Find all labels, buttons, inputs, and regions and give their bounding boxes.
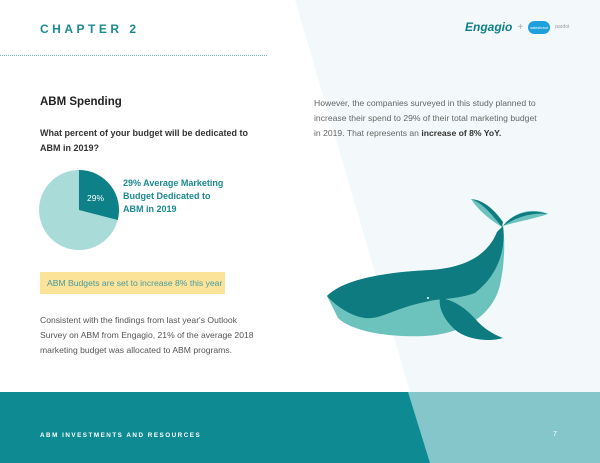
pardot-logo: pardot — [555, 24, 570, 30]
survey-question: What percent of your budget will be dedicated to ABM in 2019? — [40, 128, 249, 153]
logo — [465, 20, 569, 34]
right-text-bold: increase of 8% YoY. — [421, 128, 502, 138]
pie-slice-label: 29% — [87, 193, 105, 203]
pie-chart — [39, 170, 119, 250]
salesforce-cloud-logo: salesforce — [528, 21, 550, 34]
footer-accent — [408, 392, 600, 463]
section-heading: ABM Spending — [40, 96, 122, 108]
pie-caption: 29% Average Marketing Budget Dedicated to ABM in 2019 — [123, 178, 224, 214]
chapter-label: CHAPTER 2 — [40, 22, 140, 36]
logo-plus: + — [517, 21, 524, 33]
engagio-logo: Engagio — [465, 20, 513, 34]
right-text-plain: However, the companies surveyed in this study planned to increase their spend to 29% of their total marketing budget in 2019. That represents an — [314, 98, 537, 138]
footer-section-title: ABM INVESTMENTS AND RESOURCES — [40, 432, 202, 439]
callout-banner: ABM Budgets are set to increase 8% this year — [40, 272, 225, 294]
right-paragraph — [314, 96, 544, 141]
light-panel — [295, 0, 600, 392]
body-paragraph: Consistent with the findings from last year's Outlook Survey on ABM from Engagio, 21% of the average 2018 marketing budget was allocated to ABM programs. — [40, 315, 254, 355]
divider — [0, 55, 267, 56]
page-number: 7 — [553, 431, 557, 438]
